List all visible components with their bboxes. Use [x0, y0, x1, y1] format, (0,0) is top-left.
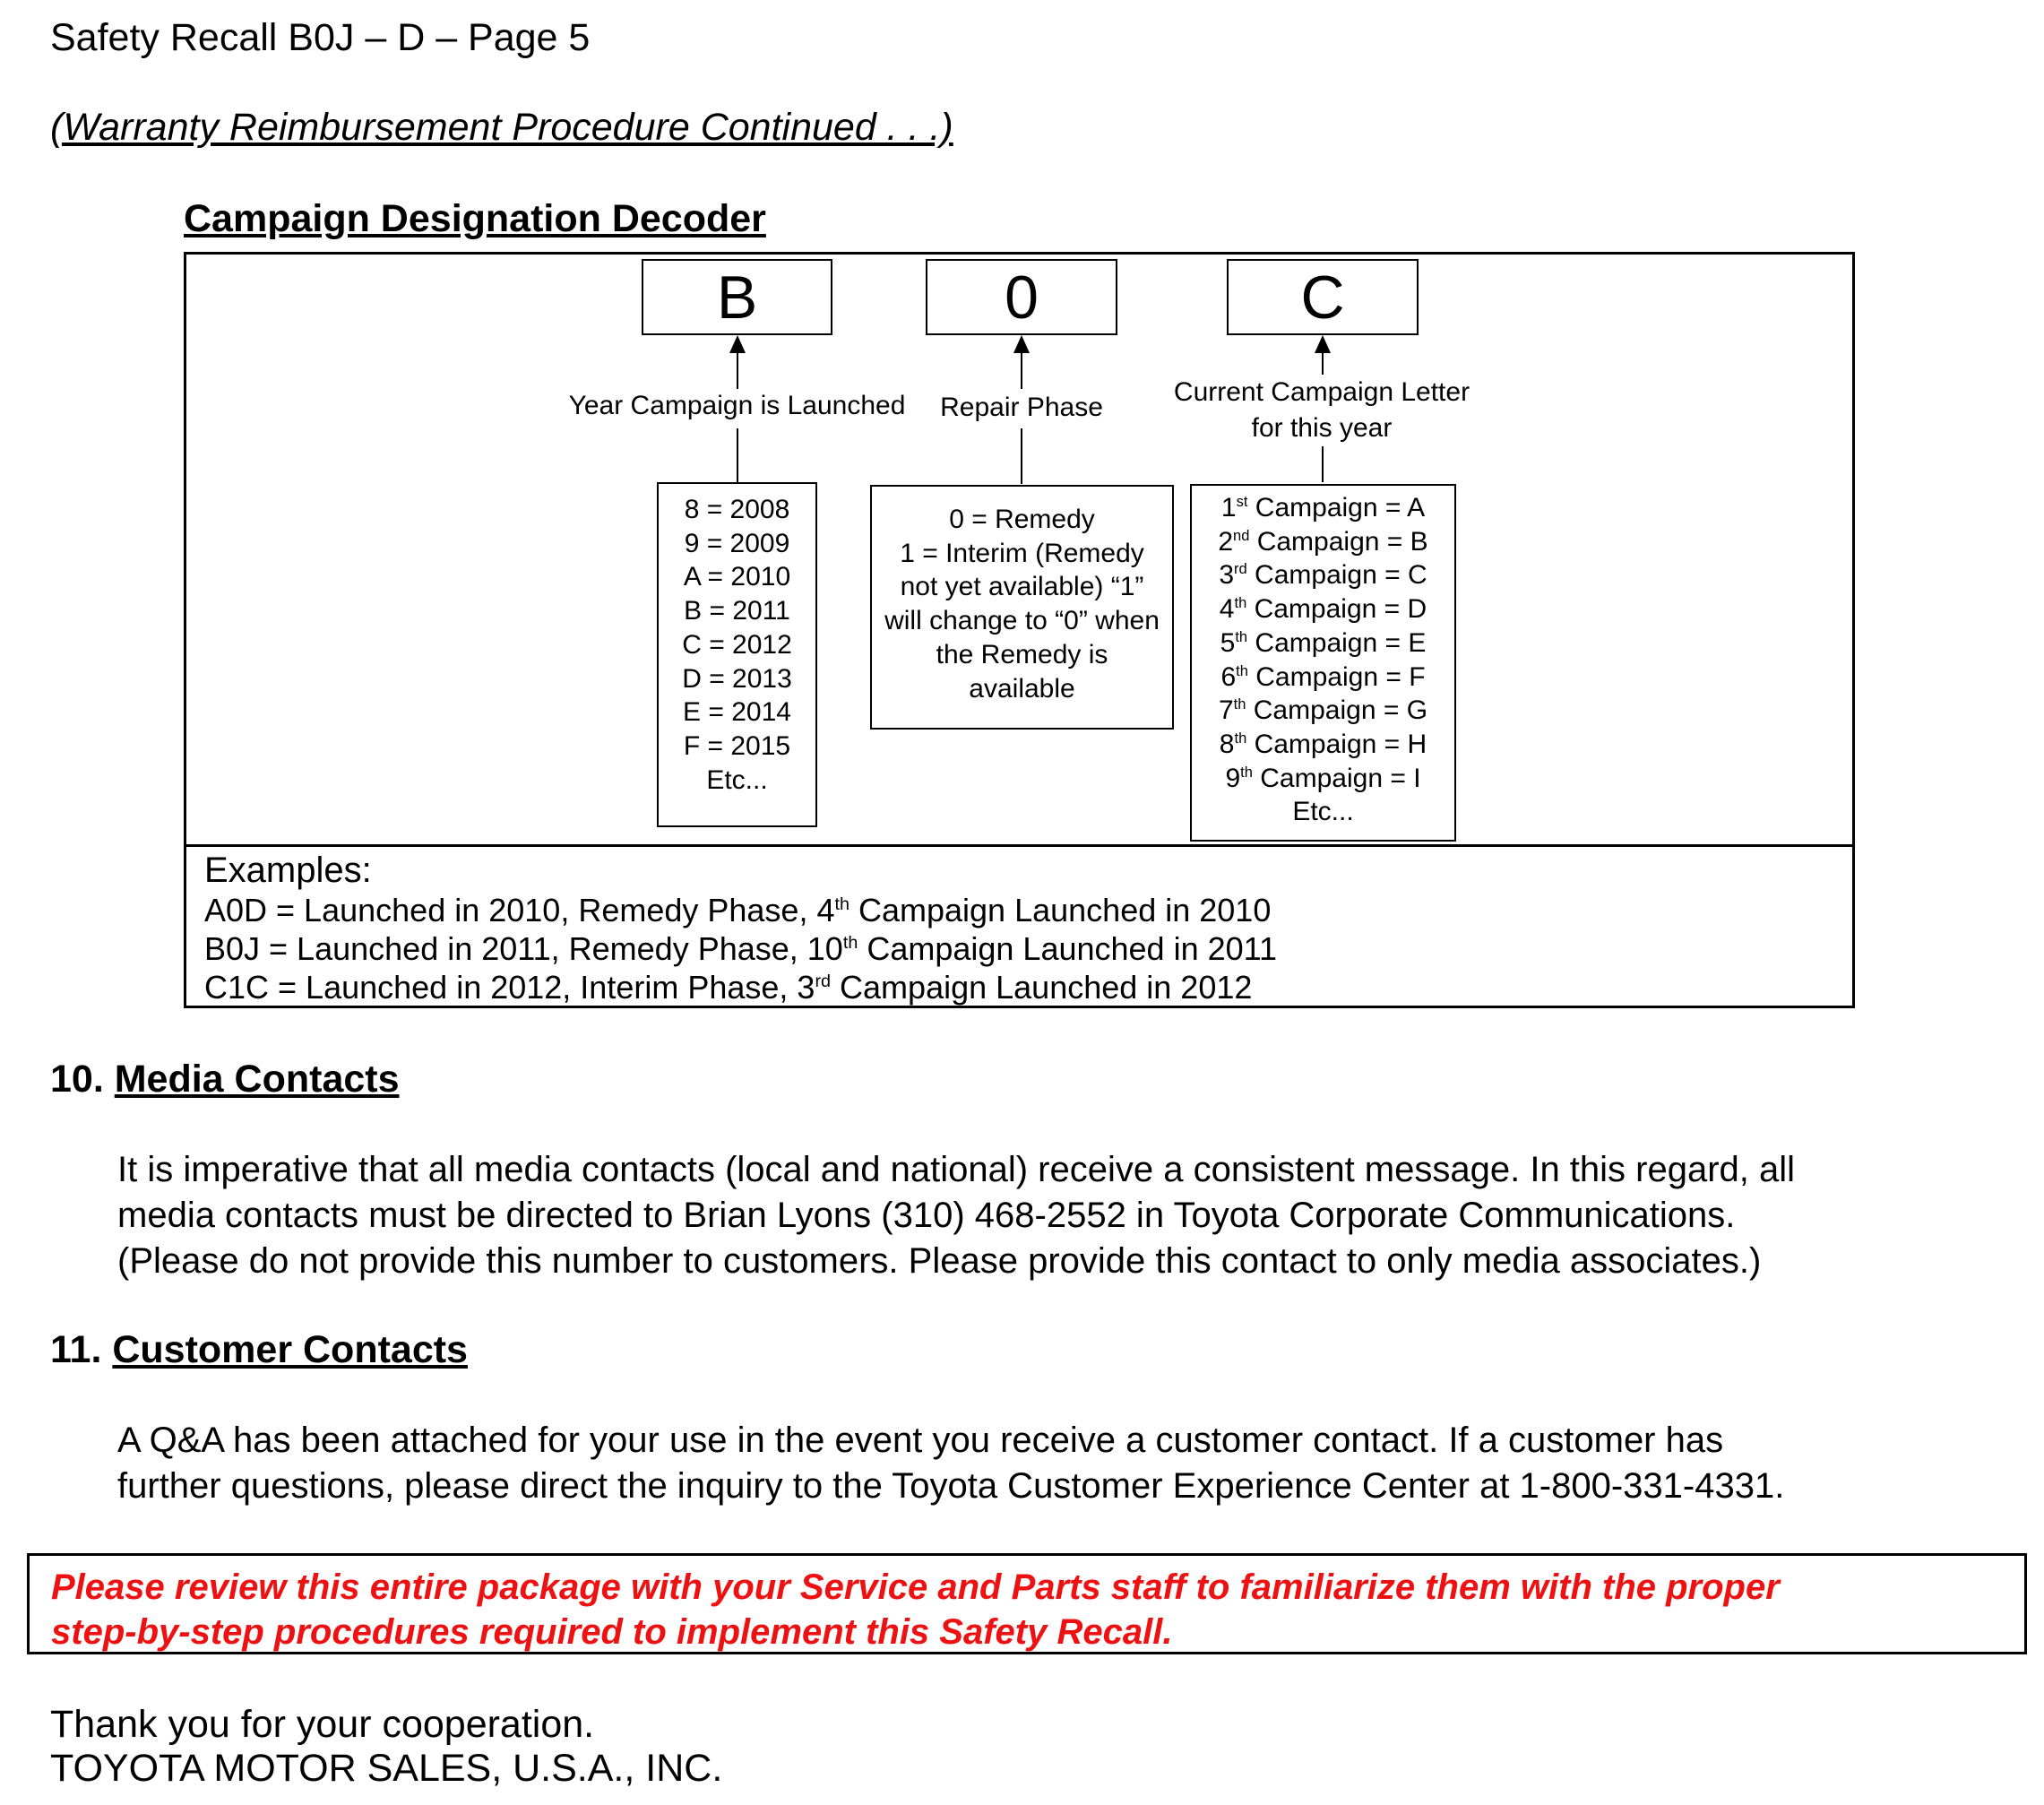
paragraph-line: A Q&A has been attached for your use in the event you receive a customer contact. If a customer has: [117, 1421, 1724, 1460]
paragraph-line: (Please do not provide this number to customers. Please provide this contact to only media associates.): [117, 1241, 1762, 1281]
list-item: the Remedy is: [936, 639, 1108, 669]
list-item: F = 2015: [683, 730, 791, 761]
list-item: A = 2010: [683, 562, 791, 592]
list-item: D = 2013: [682, 663, 792, 694]
connector-line: [1021, 351, 1022, 389]
label-year: Year Campaign is Launched: [568, 391, 906, 420]
connector-line: [1322, 446, 1324, 482]
list-item: 8th Campaign = H: [1219, 729, 1427, 759]
section-title: Media Contacts: [114, 1058, 400, 1101]
list-item: not yet available) “1”: [900, 572, 1144, 602]
letter-box-year: B: [642, 259, 832, 335]
arrow-up-icon: [1013, 335, 1030, 353]
connector-line: [1322, 351, 1324, 375]
list-item: 0 = Remedy: [949, 505, 1095, 534]
list-item: 3rd Campaign = C: [1219, 560, 1427, 591]
list-item: Etc...: [1292, 797, 1354, 827]
notice-box: [27, 1553, 2027, 1654]
example-row: C1C = Launched in 2012, Interim Phase, 3rd Campaign Launched in 2012: [204, 969, 1253, 1006]
list-item: 1 = Interim (Remedy: [900, 538, 1144, 568]
paragraph-line: media contacts must be directed to Brian Lyons (310) 468-2552 in Toyota Corporate Communications.: [117, 1196, 1736, 1235]
decoder-title: Campaign Designation Decoder: [184, 197, 766, 240]
label-campaign: [1156, 375, 1488, 446]
list-item: 6th Campaign = F: [1220, 661, 1426, 692]
year-code-list: [657, 482, 817, 827]
list-item: B = 2011: [684, 596, 790, 626]
list-item: 5th Campaign = E: [1220, 627, 1427, 658]
list-item: 9th Campaign = I: [1225, 763, 1421, 793]
section-heading-customer: [50, 1328, 468, 1372]
paragraph-line: It is imperative that all media contacts (local and national) receive a consistent message. In this regard, all: [117, 1150, 1796, 1189]
list-item: will change to “0” when: [884, 606, 1160, 636]
section-number: 11.: [50, 1328, 102, 1371]
phase-code-list: [870, 485, 1174, 730]
campaign-letter-list: [1190, 484, 1456, 842]
notice-line: Please review this entire package with your Service and Parts staff to familiarize them with the proper: [51, 1568, 1780, 1607]
example-row: B0J = Launched in 2011, Remedy Phase, 10th Campaign Launched in 2011: [204, 930, 1278, 967]
list-item: E = 2014: [683, 697, 791, 728]
page-header: Safety Recall B0J – D – Page 5: [50, 16, 591, 59]
label-campaign-line2: for this year: [1251, 413, 1393, 443]
closing-company: TOYOTA MOTOR SALES, U.S.A., INC.: [50, 1747, 723, 1790]
section-heading-media: [50, 1058, 400, 1101]
examples-block: [204, 850, 1277, 1006]
paragraph-line: further questions, please direct the inquiry to the Toyota Customer Experience Center at 1-800-331-4331.: [117, 1466, 1785, 1506]
customer-contacts-paragraph: [117, 1418, 1999, 1509]
connector-line: [737, 351, 738, 389]
media-contacts-paragraph: [117, 1147, 1999, 1284]
arrow-up-icon: [1315, 335, 1331, 353]
list-item: 1st Campaign = A: [1220, 493, 1426, 522]
label-campaign-line1: Current Campaign Letter: [1173, 377, 1470, 407]
section-title: Customer Contacts: [112, 1328, 468, 1371]
list-item: C = 2012: [682, 629, 792, 660]
list-item: 4th Campaign = D: [1219, 594, 1427, 625]
example-row: A0D = Launched in 2010, Remedy Phase, 4th Campaign Launched in 2010: [204, 892, 1272, 928]
letter-box-campaign: C: [1227, 259, 1419, 335]
arrow-up-icon: [729, 335, 746, 353]
list-item: 9 = 2009: [684, 528, 790, 558]
list-item: available: [969, 673, 1075, 704]
list-item: 2nd Campaign = B: [1218, 526, 1428, 557]
connector-line: [1021, 428, 1022, 484]
list-item: Etc...: [706, 764, 768, 795]
section-number: 10.: [50, 1058, 104, 1101]
connector-line: [737, 428, 738, 482]
label-phase: Repair Phase: [940, 393, 1103, 422]
closing-thanks: Thank you for your cooperation.: [50, 1703, 595, 1746]
examples-title: Examples:: [204, 851, 372, 890]
decoder-divider: [184, 844, 1855, 847]
list-item: 8 = 2008: [684, 495, 790, 524]
notice-line: step-by-step procedures required to implement this Safety Recall.: [51, 1612, 1173, 1652]
letter-box-phase: 0: [926, 259, 1117, 335]
subheading: (Warranty Reimbursement Procedure Continued . . .): [50, 106, 953, 149]
list-item: 7th Campaign = G: [1218, 695, 1428, 726]
